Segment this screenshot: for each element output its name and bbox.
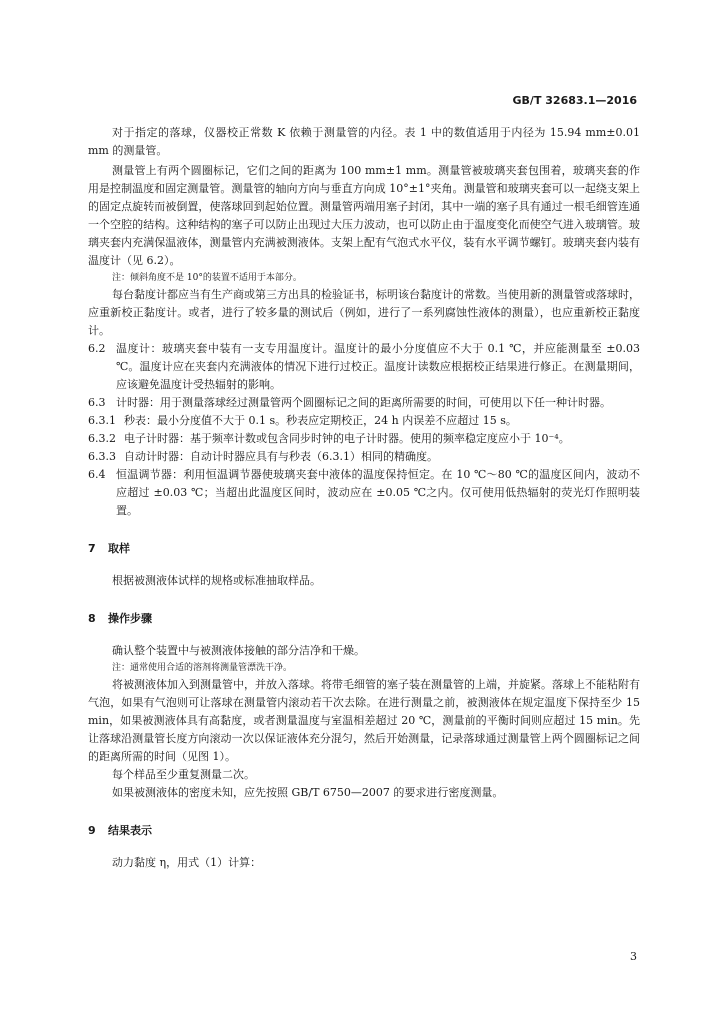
section-6-2: [88, 340, 640, 394]
heading-number: 8: [88, 612, 96, 625]
paragraph-density: 如果被测液体的密度未知，应先按照 GB/T 6750—2007 的要求进行密度测量。: [112, 786, 504, 799]
paragraph-clean: 确认整个装置中与被测液体接触的部分洁净和干燥。: [112, 644, 365, 657]
paragraph-tube: 测量管上有两个圆圈标记，它们之间的距离为 100 mm±1 mm。测量管被玻璃夹套包围着，玻璃夹套的作用是控制温度和固定测量管。测量管的轴向方向与垂直方向成 10°±1°夹角。测量管和玻璃夹套可以一起绕支架上的固定点旋转而被倒置，使落球回到起始位置。测量管两端用塞子封闭，其中一端的塞子具有通过一根毛细管连通一个空腔的结构。这种结构的塞子可以防止出现过大压力波动，也可以防止由于温度变化而使空气进入玻璃管。玻璃夹套内充满保温液体，测量管内充满被测液体。支架上配有气泡式水平仪，装有水平调节螺钉。玻璃夹套内装有温度计（见 6.2）。: [88, 164, 640, 267]
section-6-3: [88, 394, 640, 412]
section-6-4: [88, 466, 640, 520]
section-number: 6.4: [88, 468, 106, 481]
heading-title: 取样: [108, 542, 130, 555]
heading-number: 9: [88, 824, 96, 837]
section-6-3-1: [88, 412, 640, 430]
paragraph-result: 动力黏度 η，用式（1）计算：: [112, 856, 262, 869]
section-6-3-3: [88, 448, 640, 466]
section-number: 6.3: [88, 396, 106, 409]
standard-code-header: GB/T 32683.1—2016: [512, 94, 637, 107]
page-content: [88, 124, 640, 872]
note-rinse: 注：通常使用合适的溶剂将测量管漂洗干净。: [112, 663, 293, 673]
section-text: 温度计：玻璃夹套中装有一支专用温度计。温度计的最小分度值应不大于 0.1 ℃，并应能测量至 ±0.03 ℃。温度计应在夹套内充满液体的情况下进行过校正。温度计读数应根据校正结果进行修正。在测量期间，应该避免温度计受热辐射的影响。: [116, 342, 640, 391]
section-6-3-2: [88, 430, 640, 448]
paragraph-intro: 对于指定的落球，仪器校正常数 K 依赖于测量管的内径。表 1 中的数值适用于内径为 15.94 mm±0.01 mm 的测量管。: [88, 126, 640, 157]
heading-number: 7: [88, 542, 96, 555]
paragraph-procedure: 将被测液体加入到测量管中，并放入落球。将带毛细管的塞子装在测量管的上端，并旋紧。落球上不能粘附有气泡，如果有气泡则可让落球在测量管内滚动若干次去除。在进行测量之前，被测液体在规定温度下保持至少 15 min，如果被测液体具有高黏度，或者测量温度与室温相差超过 20 ℃，测量前的平衡时间则应超过 15 min。先让落球沿测量管长度方向滚动一次以保证液体充分混匀，然后开始测量，记录落球通过测量管上两个圆圈标记之间的距离所需的时间（见图 1）。: [88, 678, 640, 763]
heading-title: 结果表示: [108, 824, 152, 837]
section-text: 电子计时器：基于频率计数或包含同步时钟的电子计时器。使用的频率稳定度应小于 10⁻⁴。: [124, 432, 570, 445]
section-number: 6.3.1: [88, 414, 116, 427]
section-number: 6.2: [88, 342, 106, 355]
paragraph-repeat: 每个样品至少重复测量二次。: [112, 768, 255, 781]
page-number: 3: [630, 950, 637, 963]
paragraph-certificate: 每台黏度计都应当有生产商或第三方出具的检验证书，标明该台黏度计的常数。当使用新的测量管或落球时，应重新校正黏度计。或者，进行了较多量的测试后（例如，进行了一系列腐蚀性液体的测量），也应重新校正黏度计。: [88, 288, 640, 337]
heading-section-9: [88, 822, 640, 840]
heading-section-7: [88, 540, 640, 558]
section-text: 秒表：最小分度值不大于 0.1 s。秒表应定期校正，24 h 内误差不应超过 15 s。: [124, 414, 517, 427]
note-angle: 注：倾斜角度不是 10°的装置不适用于本部分。: [112, 273, 302, 283]
heading-title: 操作步骤: [108, 612, 152, 625]
heading-section-8: [88, 610, 640, 628]
section-number: 6.3.3: [88, 450, 116, 463]
section-text: 计时器：用于测量落球经过测量管两个圆圈标记之间的距离所需要的时间，可使用以下任一种计时器。: [116, 396, 611, 409]
paragraph-sampling: 根据被测液体试样的规格或标准抽取样品。: [112, 574, 321, 587]
section-text: 恒温调节器：利用恒温调节器使玻璃夹套中液体的温度保持恒定。在 10 ℃～80 ℃的温度区间内，波动不应超过 ±0.03 ℃；当超出此温度区间时，波动应在 ±0.05 ℃之内。仅可使用低热辐射的荧光灯作照明装置。: [116, 468, 640, 517]
section-text: 自动计时器：自动计时器应具有与秒表（6.3.1）相同的精确度。: [124, 450, 438, 463]
section-number: 6.3.2: [88, 432, 116, 445]
